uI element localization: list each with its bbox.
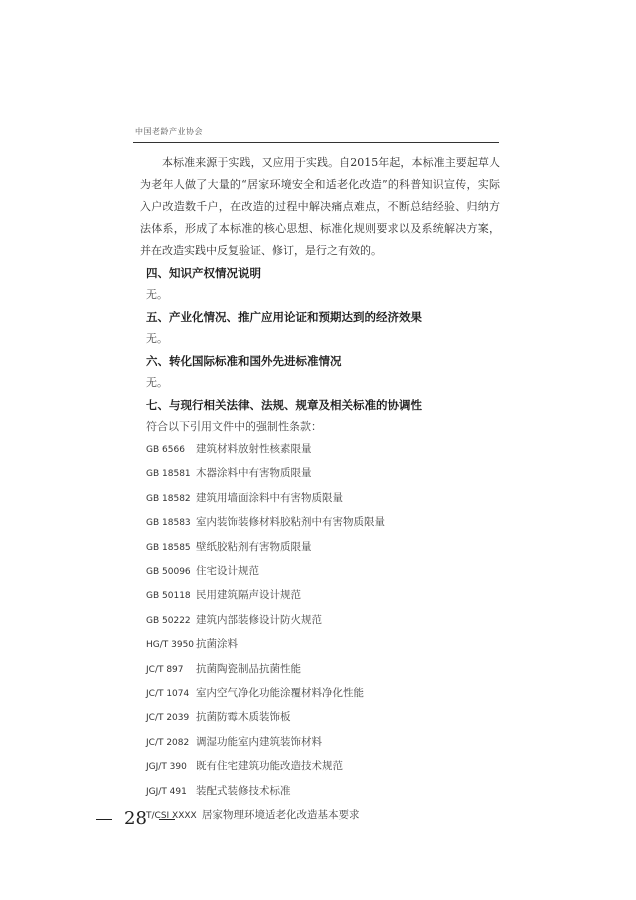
reference-title: 壁纸胶粘剂有害物质限量 <box>196 540 312 553</box>
reference-item <box>146 755 500 779</box>
reference-item <box>146 487 500 511</box>
reference-item <box>146 438 500 462</box>
reference-item <box>146 731 500 755</box>
page-number: 28 <box>124 808 147 829</box>
reference-item <box>146 706 500 730</box>
section-heading-ip: 四、知识产权情况说明 <box>146 266 261 280</box>
intro-paragraph: 本标准来源于实践，又应用于实践。自2015年起，本标准主要起草人为老年人做了大量的“居家环境安全和适老化改造”的科普知识宣传，实际入户改造数千户，在改造的过程中解决痛点难点，不断总结经验、归纳方法体系，形成了本标准的核心思想、标准化规则要求以及系统解决方案，并在改造实践中反复验证、修订，是行之有效的。 <box>140 156 500 257</box>
page-content <box>140 152 500 829</box>
section-body-international: 无。 <box>146 376 168 389</box>
reference-title: 建筑内部装修设计防火规范 <box>196 613 322 626</box>
reference-title: 建筑用墙面涂料中有害物质限量 <box>196 491 343 504</box>
reference-code: GB 50096 <box>146 567 191 578</box>
reference-title: 抗菌涂料 <box>196 638 238 651</box>
reference-code: GB 50222 <box>146 615 191 626</box>
footer-dash-right <box>159 819 175 820</box>
reference-item <box>146 560 500 584</box>
header-organization: 中国老龄产业协会 <box>135 127 203 136</box>
reference-item <box>146 658 500 682</box>
section-heading-industrialization: 五、产业化情况、推广应用论证和预期达到的经济效果 <box>146 310 422 324</box>
reference-code: GB 18585 <box>146 542 191 553</box>
reference-title: 抗菌防霉木质装饰板 <box>196 711 291 724</box>
reference-item <box>146 780 500 804</box>
reference-title: 民用建筑隔声设计规范 <box>196 589 301 602</box>
reference-code: JGJ/T 390 <box>146 762 187 773</box>
section-heading-coordination: 七、与现行相关法律、法规、规章及相关标准的协调性 <box>146 398 422 412</box>
reference-title: 室内装饰装修材料胶粘剂中有害物质限量 <box>196 516 385 529</box>
reference-title: 住宅设计规范 <box>196 565 259 578</box>
reference-code: JC/T 2082 <box>146 737 190 748</box>
section-body-industrialization: 无。 <box>146 332 168 345</box>
reference-item <box>146 804 500 828</box>
footer-dash-left <box>96 819 112 820</box>
reference-title: 调湿功能室内建筑装饰材料 <box>196 735 322 748</box>
reference-title: 抗菌陶瓷制品抗菌性能 <box>196 662 301 675</box>
reference-item <box>146 511 500 535</box>
reference-item <box>146 609 500 633</box>
section-heading-international: 六、转化国际标准和国外先进标准情况 <box>146 354 342 368</box>
section-body-coordination: 符合以下引用文件中的强制性条款： <box>146 420 322 433</box>
reference-code: JC/T 897 <box>146 664 184 675</box>
reference-code: GB 50118 <box>146 591 191 602</box>
reference-item <box>146 682 500 706</box>
reference-code: GB 18583 <box>146 518 191 529</box>
reference-code: HG/T 3950 <box>146 640 195 651</box>
reference-item <box>146 536 500 560</box>
reference-code: T/CSI XXXX <box>146 811 197 822</box>
reference-item <box>146 633 500 657</box>
reference-code: JC/T 1074 <box>146 689 190 700</box>
reference-code: GB 18582 <box>146 493 191 504</box>
reference-title: 建筑材料放射性核素限量 <box>196 443 312 455</box>
reference-item <box>146 584 500 608</box>
reference-title: 室内空气净化功能涂覆材料净化性能 <box>196 687 364 700</box>
reference-title: 木器涂料中有害物质限量 <box>196 467 312 480</box>
reference-list <box>140 438 500 829</box>
reference-code: GB 18581 <box>146 469 191 480</box>
reference-item <box>146 462 500 486</box>
reference-title: 装配式装修技术标准 <box>196 784 291 797</box>
section-body-ip: 无。 <box>146 288 168 301</box>
reference-title: 既有住宅建筑功能改造技术规范 <box>196 760 343 773</box>
reference-code: JGJ/T 491 <box>146 786 187 797</box>
page-footer <box>96 808 175 829</box>
reference-code: JC/T 2039 <box>146 713 190 724</box>
header-rule <box>133 142 499 143</box>
reference-title: 居家物理环境适老化改造基本要求 <box>202 809 360 822</box>
reference-code: GB 6566 <box>146 445 185 455</box>
